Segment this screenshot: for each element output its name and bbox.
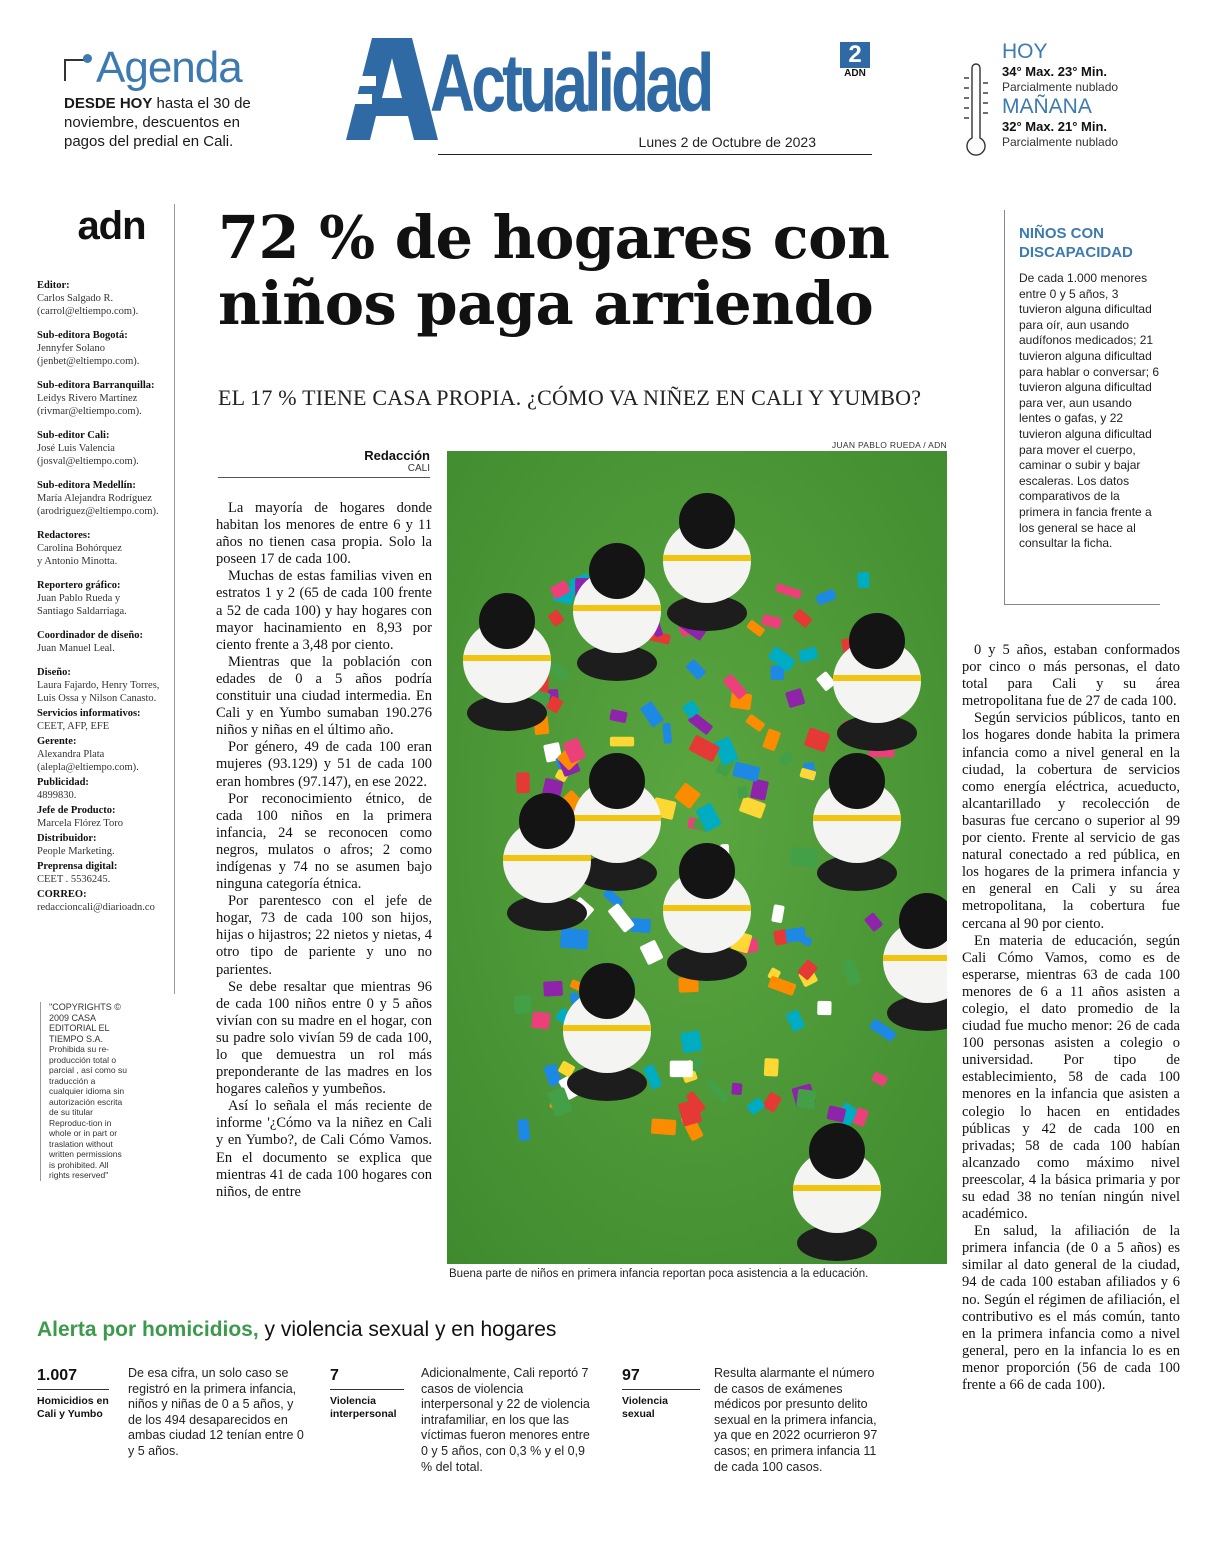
- staff-person: CEET . 5536245.: [37, 874, 111, 885]
- agenda-bracket-icon: [64, 59, 86, 81]
- staff-role: Publicidad:: [37, 777, 89, 788]
- stat-label: Violencia interpersonal: [330, 1395, 397, 1420]
- staff-person: Carlos Salgado R.: [37, 293, 114, 304]
- staff-role: Coordinador de diseño:: [37, 630, 143, 641]
- article-paragraph: Según servicios públicos, tanto en los hogares donde habita la primera infancia como a nivel general en la ciudad, la cobertura de servicios como energía eléctrica, acueducto, alcantarillado y recolección de basuras fue cercano o superior al 99 por ciento. Frente al servicio de gas natural conectado a red pública, en los hogares de la primera infancia y en general en Cali y su área metropolitana, la cobertura fue cercana al 90 por ciento.: [962, 710, 1180, 932]
- children-playing-photo: [447, 451, 947, 1264]
- staff-entry: [37, 479, 174, 518]
- copyright-head: "COPYRIGHTS © 2009 CASA EDITORIAL EL TIEMPO S.A.: [49, 1002, 121, 1044]
- staff-person: Jennyfer Solano: [37, 343, 105, 354]
- sidebar-title: NIÑOS CON DISCAPACIDAD: [1019, 225, 1133, 261]
- weather-temps: 32° Max. 21° Min.: [1002, 119, 1108, 134]
- alert-title: [37, 1318, 556, 1342]
- article-paragraph: Mientras que la población con edades de 0 a 5 años podría constituir una ciudad intermedia. En Cali y en Yumbo sumaban 190.276 niños y niñas en el último año.: [216, 653, 432, 739]
- masthead-a-logo-icon: [346, 36, 438, 140]
- staff-person: CEET, AFP, EFE: [37, 721, 110, 732]
- toy-block: [731, 1083, 742, 1096]
- staff-person: (jenbet@eltiempo.com).: [37, 356, 140, 367]
- badge-brand: ADN: [844, 68, 866, 79]
- staff-entry: [37, 888, 174, 914]
- staff-person: Juan Pablo Rueda y: [37, 593, 121, 604]
- masthead: [346, 36, 872, 158]
- toy-block: [670, 1061, 693, 1077]
- article-paragraph: Muchas de estas familias viven en estratos 1 y 2 (65 de cada 100 frente a 52 de cada 100) y hay hogares con mayor hacinamiento en 8,93 por ciento frente a 3,48 por ciento.: [216, 568, 432, 653]
- staff-person: Laura Fajardo, Henry Torres,: [37, 680, 160, 691]
- toy-block: [560, 928, 589, 950]
- agenda-lead: DESDE HOY: [64, 95, 153, 112]
- weather-day: MAÑANA: [1002, 95, 1092, 118]
- staff-role: Distribuidor:: [37, 833, 97, 844]
- article-paragraph: Así lo señala el más reciente de informe '¿Cómo va la niñez en Cali y en Yumbo?, de Cali Cómo Vamos. En el documento se explica que mientras 41 de cada 100 hogares con niños, de entre: [216, 1098, 432, 1200]
- article-column-1: [216, 500, 432, 1201]
- staff-entry: [37, 279, 174, 318]
- toy-block: [651, 1118, 677, 1135]
- staff-person: Marcela Flórez Toro: [37, 818, 123, 829]
- staff-entry: [37, 629, 174, 655]
- staff-person: (rivmar@eltiempo.com).: [37, 406, 142, 417]
- toy-block: [513, 995, 532, 1015]
- staff-role: Jefe de Producto:: [37, 805, 116, 816]
- weather-desc: Parcialmente nublado: [1002, 135, 1119, 149]
- article-paragraph: La mayoría de hogares donde habitan los menores de entre 6 y 11 años no tienen casa propia. Solo la poseen 17 de cada 100.: [216, 500, 432, 568]
- toy-block: [531, 1011, 551, 1029]
- adn-logo: [49, 204, 174, 249]
- page-number: 2: [840, 42, 870, 68]
- staff-role: Sub-editor Cali:: [37, 430, 110, 441]
- staff-entry: [37, 529, 174, 568]
- staff-entry: [37, 379, 174, 418]
- byline-city: CALI: [407, 463, 430, 474]
- staff-person: María Alejandra Rodríguez: [37, 493, 152, 504]
- staff-person: 4899830.: [37, 790, 77, 801]
- toy-block: [796, 1089, 816, 1109]
- subheadline: EL 17 % TIENE CASA PROPIA. ¿CÓMO VA NIÑEZ EN CALI Y YUMBO?: [218, 385, 922, 410]
- article-paragraph: En materia de educación, según Cali Cómo Vamos, como es de esperarse, mientras 63 de cada 100 menores de 6 a 11 años asisten a colegio, el dato promedio de la ciudad fue mucho menor: 26 de cada 100 personas asisten a colegio o universidad. Por tipo de establecimiento, 58 de cada 100 menores en la infancia que asisten a colegio lo hacen en entidades públicas y 42 de cada 100 en privadas; 58 de cada 100 habían alcanzado como máximo nivel preescolar, 4 la básica primaria y por su edad 38 no tenían ningún nivel académico.: [962, 932, 1180, 1223]
- weather-desc: Parcialmente nublado: [1002, 80, 1119, 94]
- article-paragraph: Por parentesco con el jefe de hogar, 73 de cada 100 son hijos, hijas o hijastros; 22 nietos y nietas, 4 otro tipo de pariente y uno no parientes.: [216, 893, 432, 978]
- staff-entry: [37, 579, 174, 618]
- toy-block: [817, 1001, 831, 1015]
- staff-entry: [37, 832, 174, 858]
- staff-role: Sub-editora Bogotá:: [37, 330, 128, 341]
- staff-person: (josval@eltiempo.com).: [37, 456, 139, 467]
- toy-block: [516, 772, 530, 793]
- staff-person: Carolina Bohórquez: [37, 543, 122, 554]
- staff-box: [37, 204, 175, 994]
- toy-block: [517, 1119, 530, 1141]
- article-column-3: [962, 642, 1180, 1394]
- staff-person: Alexandra Plata: [37, 749, 105, 760]
- toy-block: [680, 1030, 702, 1053]
- staff-entry: [37, 429, 174, 468]
- toy-block: [857, 572, 869, 588]
- toy-block: [610, 737, 634, 747]
- page-badge: [840, 42, 870, 80]
- toy-block: [764, 1058, 779, 1077]
- staff-entry: [37, 860, 174, 886]
- staff-role: Sub-editora Barranquilla:: [37, 380, 155, 391]
- article-paragraph: En salud, la afiliación de la primera infancia (de 0 a 5 años) es similar al dato general de la ciudad, 94 de cada 100 estaban afiliados y 6 no. Según el régimen de afiliación, el contributivo es el más común, tanto en la primera infancia como a nivel general, pero en la infancia lo es en menor proporción (56 de cada 100 frente a 66 de cada 100).: [962, 1223, 1180, 1394]
- staff-person: Luis Ossa y Nilson Canasto.: [37, 693, 157, 704]
- toy-block: [737, 786, 748, 799]
- masthead-title: Actualidad: [430, 38, 711, 129]
- article-paragraph: Por género, 49 de cada 100 eran mujeres (93.129) y 51 de cada 100 eran hombres (97.147), en ese 2022.: [216, 739, 432, 790]
- stat-text: De esa cifra, un solo caso se registró en la primera infancia, niños y niñas de 0 a 5 años, y de los 494 desaparecidos en ambas ciudad 12 tenían entre 0 y 5 años.: [128, 1366, 304, 1458]
- staff-entry: [37, 804, 174, 830]
- staff-person: y Antonio Minotta.: [37, 556, 118, 567]
- staff-role: Reportero gráfico:: [37, 580, 121, 591]
- stat-label: Homicidios en Cali y Yumbo: [37, 1395, 109, 1420]
- stat-homicidios: [37, 1366, 109, 1421]
- disability-sidebar: [1004, 210, 1160, 605]
- agenda-box: [64, 42, 264, 151]
- masthead-rule: [438, 154, 872, 155]
- staff-role: Redactores:: [37, 530, 91, 541]
- stat-violencia-interpersonal: [330, 1366, 404, 1421]
- thermometer-icon: [958, 60, 998, 170]
- copyright-body: Prohibida su re-producción total o parcial , así como su traducción a cualquier idioma sin autorización escrita de su titular Reproduc-tion in whole or in part or traslation without written permissions is prohibited. All rights reserved": [49, 1044, 127, 1180]
- staff-role: Editor:: [37, 280, 70, 291]
- staff-person: Leidys Rivero Martínez: [37, 393, 138, 404]
- staff-entry: [37, 666, 174, 705]
- alert-title-rest: y violencia sexual y en hogares: [258, 1318, 557, 1341]
- staff-entry: [37, 735, 174, 774]
- staff-role: Sub-editora Medellín:: [37, 480, 136, 491]
- byline-author: Redacción: [364, 448, 430, 463]
- photo-credit: JUAN PABLO RUEDA / ADN: [831, 440, 947, 450]
- staff-list: [37, 279, 174, 914]
- article-paragraph: 0 y 5 años, estaban conformados por cinco o más personas, el dato total para Cali y su área metropolitana fue de 27 de cada 100.: [962, 642, 1180, 710]
- staff-entry: [37, 707, 174, 733]
- toy-block: [790, 846, 819, 867]
- staff-person: People Marketing.: [37, 846, 115, 857]
- weather-today: [1002, 40, 1158, 95]
- agenda-body: hasta el 30 de noviembre, descuentos en pagos del predial en Cali.: [64, 95, 251, 150]
- stat-text: Adicionalmente, Cali reportó 7 casos de violencia interpersonal y 22 de violencia intrafamiliar, en los que las víctimas fueron menores entre 0 y 5 años, con 0,3 % y el 0,9 % del total.: [421, 1366, 590, 1474]
- weather-temps: 34° Max. 23° Min.: [1002, 64, 1108, 79]
- weather-tomorrow: [1002, 95, 1158, 150]
- stat-number: 7: [330, 1366, 404, 1390]
- article-paragraph: Por reconocimiento étnico, de cada 100 niños en la primera infancia, 24 se reconocen como negros, mulatos o afros; 2 como indígenas y 74 no se asumen bajo ninguna categoría étnica.: [216, 790, 432, 893]
- staff-role: Servicios informativos:: [37, 708, 141, 719]
- staff-entry: [37, 776, 174, 802]
- agenda-title: [64, 42, 264, 94]
- weather-box: [958, 40, 1158, 150]
- issue-date: Lunes 2 de Octubre de 2023: [638, 134, 816, 150]
- stat-violencia-sexual: [622, 1366, 700, 1421]
- staff-person: (arodriguez@eltiempo.com).: [37, 506, 159, 517]
- headline: 72 % de hogares con niños paga arriendo: [218, 203, 890, 338]
- stat-number: 97: [622, 1366, 700, 1390]
- weather-day: HOY: [1002, 40, 1048, 63]
- article-paragraph: Se debe resaltar que mientras 96 de cada 100 niños entre 0 y 5 años vivían con su madre en el hogar, con su padre solo vivían 59 de cada 100, lo que demuestra un rol más preponderante de las madres en los hogares caleños y yumbeños.: [216, 978, 432, 1098]
- staff-person: Santiago Saldarriaga.: [37, 606, 127, 617]
- toy-block: [543, 981, 563, 997]
- sidebar-text: De cada 1.000 menores entre 0 y 5 años, 3 tuvieron alguna dificultad para oír, aun usando audífonos medicados; 21 tuvieron alguna dificultad para hablar o conversar; 6 tuvieron alguna dificultad para ver, aun usando lentes o gafas, y 22 tuvieron alguna dificultad para mover el cuerpo, caminar o subir y bajar escaleras. Los datos comparativos de la primera in fancia frente a los general se hace al consultar la ficha.: [1019, 271, 1160, 551]
- article-photo: [447, 451, 947, 1264]
- staff-role: Diseño:: [37, 667, 71, 678]
- stat-text: Resulta alarmante el número de casos de exámenes médicos por presunto delito sexual en la primera infancia, ya que en 2022 ocurrieron 97 casos; en primera infancia 11 de cada 100 casos.: [714, 1366, 878, 1474]
- agenda-title-text: Agenda: [96, 43, 242, 92]
- agenda-text: [64, 94, 264, 151]
- staff-role: CORREO:: [37, 889, 87, 900]
- staff-person: Juan Manuel Leal.: [37, 643, 115, 654]
- staff-entry: [37, 329, 174, 368]
- staff-person: (alepla@eltiempo.com).: [37, 762, 139, 773]
- stat-number: 1.007: [37, 1366, 109, 1390]
- staff-role: Preprensa digital:: [37, 861, 118, 872]
- staff-role: Gerente:: [37, 736, 77, 747]
- adn-logo-text: adn: [77, 204, 146, 248]
- staff-person: (carrol@eltiempo.com).: [37, 306, 139, 317]
- byline: [218, 448, 430, 478]
- stat-label: Violencia sexual: [622, 1395, 668, 1420]
- copyright-notice: [40, 1002, 128, 1181]
- photo-caption: Buena parte de niños en primera infancia reportan poca asistencia a la educación.: [449, 1268, 869, 1280]
- staff-person: redaccioncali@diarioadn.co: [37, 902, 155, 913]
- staff-person: José Luis Valencia: [37, 443, 115, 454]
- alert-title-lead: Alerta por homicidios,: [37, 1318, 259, 1341]
